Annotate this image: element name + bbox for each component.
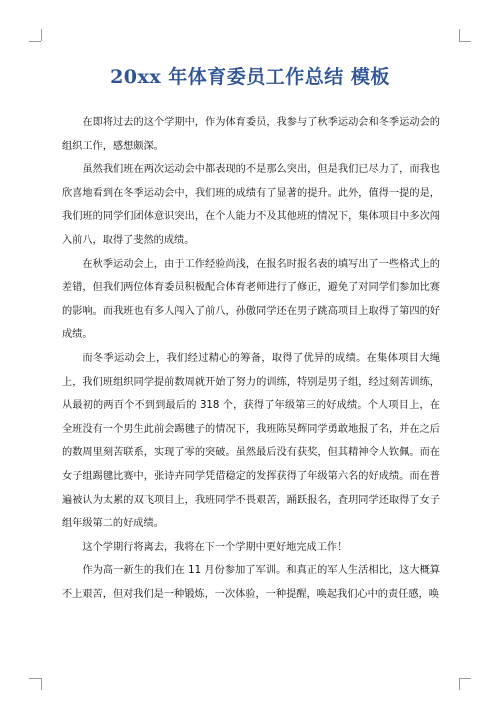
crop-mark-top-left-h (29, 41, 41, 42)
paragraph: 在即将过去的这个学期中，作为体育委员，我参与了秋季运动会和冬季运动会的组织工作，感想颇深。 (62, 117, 440, 152)
crop-mark-top-right-v (459, 29, 460, 41)
paragraph: 在秋季运动会上，由于工作经验尚浅，在报名时报名表的填写出了一些格式上的差错，但我们两位体育委员积极配合体育老师进行了修正，避免了对同学们参加比赛的影响。而我班也有多人闯入了前八，孙傲同学还在男子跳高项目上取得了第四的好成绩。 (62, 258, 440, 341)
paragraph: 而冬季运动会上，我们经过精心的筹备，取得了优异的成绩。在集体项目大绳上，我们班组织同学提前数周就开始了努力的训练，特别是男子组，经过刻苦训练，从最初的两百个不到到最后的 318 个，获得了年级第三的好成绩。个人项目上，在全班没有一个男生此前会踢毽子的情况下，我班陈昊辉同学勇敢地报了名，并在之后的数周里刻苦联系，实现了零的突破。虽然最后没有获奖，但其精神令人钦佩。而在女子组踢毽比赛中，张诗卉同学凭借稳定的发挥获得了年级第六名的好成绩。而在普遍被认为太累的双飞项目上，我班同学不畏艰苦，踊跃报名，査玥同学还取得了女子组年级第二的好成绩。 (62, 352, 440, 530)
crop-mark-bottom-left-h (29, 678, 41, 679)
paragraph: 作为高一新生的我们在 11 月份参加了军训。和真正的军人生活相比，这大概算不上艰苦，但对我们是一种锻炼，一次体验，一种提醒，唤起我们心中的责任感，唤 (62, 565, 440, 600)
crop-mark-bottom-right-h (459, 678, 471, 679)
crop-mark-bottom-right-v (459, 678, 460, 690)
document-title: 20xx 年体育委员工作总结 模板 (110, 66, 390, 88)
crop-mark-top-right-h (459, 41, 471, 42)
crop-mark-bottom-left-v (41, 678, 42, 690)
document-body (62, 111, 440, 606)
paragraph: 虽然我们班在两次运动会中都表现的不是那么突出，但是我们已尽力了，而我也欣喜地看到在冬季运动会中，我们班的成绩有了显著的提升。此外，值得一提的是，我们班的同学们团体意识突出，在个人能力不及其他班的情况下，集体项目中多次闯入前八，取得了斐然的成绩。 (62, 164, 440, 246)
paragraph: 这个学期行将离去，我将在下一个学期中更好地完成工作！ (82, 541, 348, 553)
crop-mark-top-left-v (41, 29, 42, 41)
